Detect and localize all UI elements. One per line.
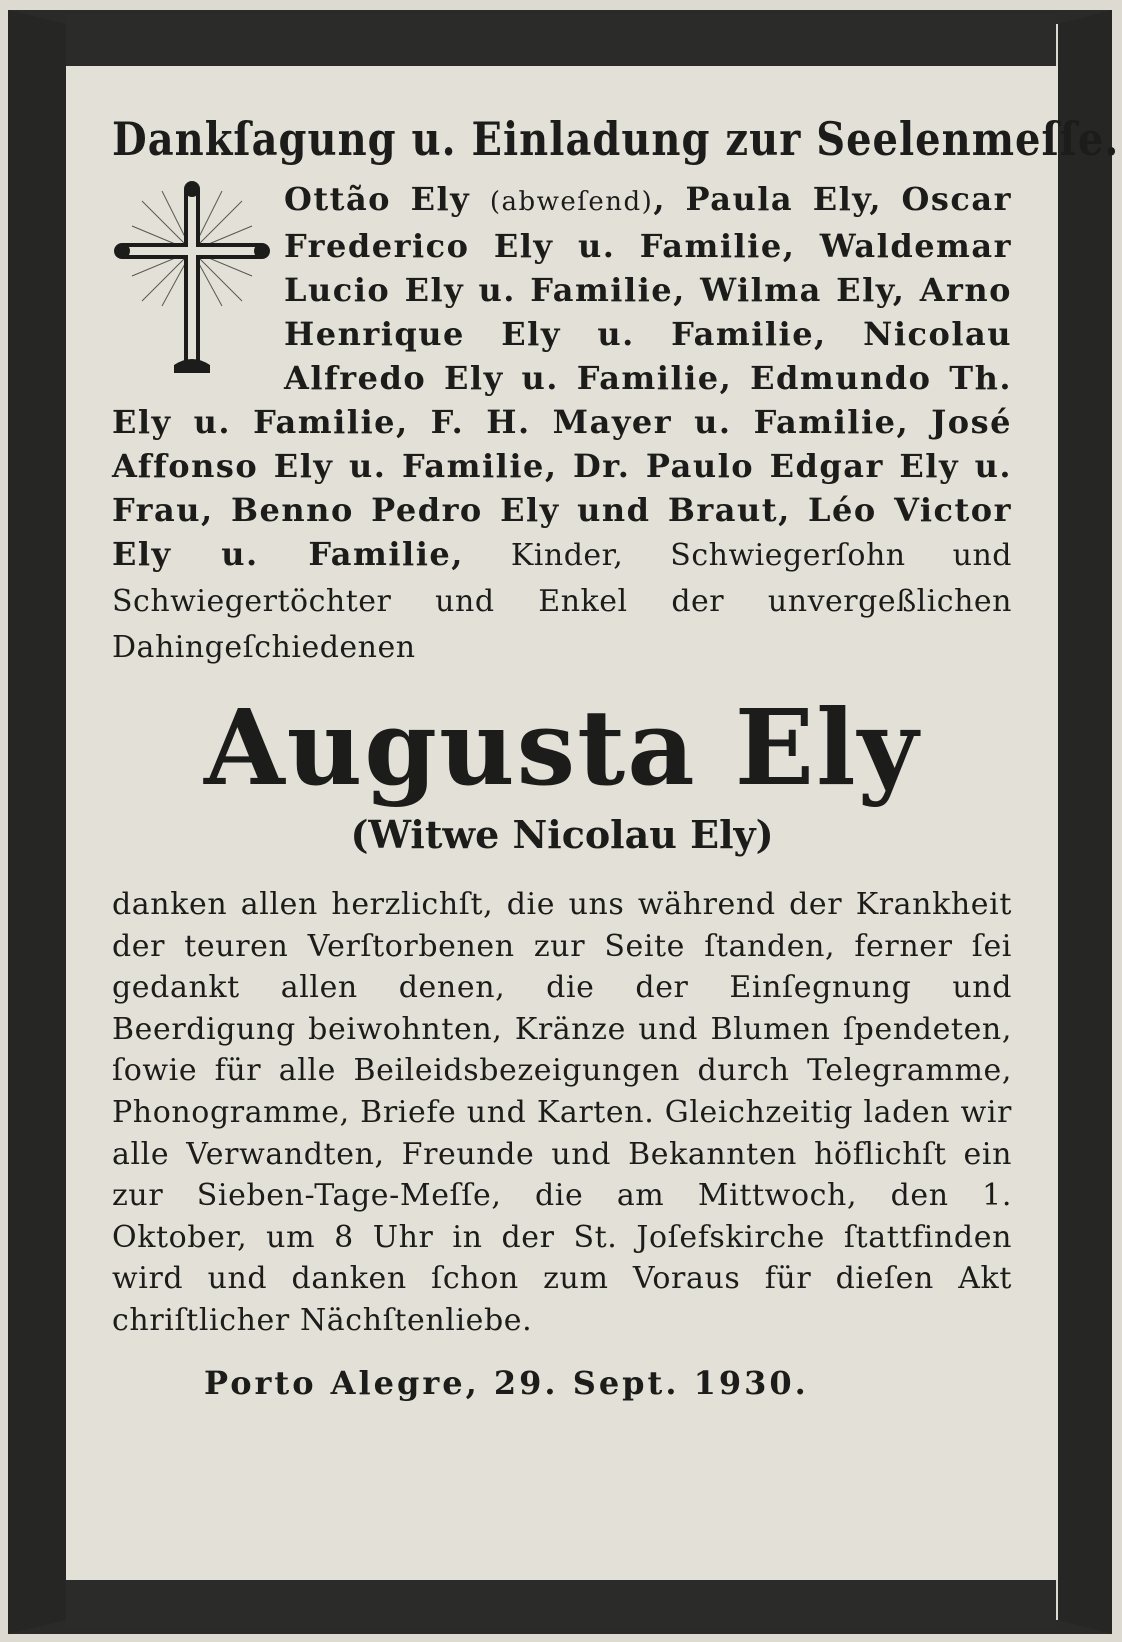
absent-note: (abweſend) bbox=[489, 187, 654, 217]
deceased-name: Augusta Ely bbox=[203, 686, 921, 809]
cross-icon bbox=[112, 181, 272, 381]
family-names bbox=[112, 177, 1012, 670]
relation-text: Kinder, Schwiegerſohn und Schwiegertöchter und Enkel der unvergeßlichen Dahingeſchiedenen bbox=[112, 538, 1012, 665]
notice-content bbox=[112, 108, 1120, 1402]
widow-note: (Witwe Nicolau Ely) bbox=[350, 812, 774, 857]
notice-title: Dankſagung u. Einladung zur Seelenmeſſe. bbox=[112, 112, 1120, 167]
names-part-2: , Paula Ely, Oscar Frederico Ely u. Familie, Waldemar Lucio Ely u. Familie, Wilma Ely, Arno Henrique Ely u. Familie, Nicolau Alfredo Ely u. Familie, Edmundo Th. Ely u. Familie, F. H. Mayer u. Familie, José Affonso Ely u. Familie, Dr. Paulo Edgar Ely u. Frau, Benno Pedro Ely und Braut, Léo Victor Ely u. Familie, bbox=[112, 180, 1013, 573]
notice-body: danken allen herzlichſt, die uns während der Krankheit der teuren Verſtorbenen zur Seite ſtanden, ferner ſei gedankt allen denen, die der Einſegnung und Beerdigung beiwohnten, Kränze und Blumen ſpendeten, ſowie für alle Beileidsbezeigungen durch Telegramme, Phonogramme, Briefe und Karten. Gleichzeitig laden wir alle Verwandten, Freunde und Bekannten höflichſt ein zur Sieben-Tage-Meſſe, die am Mittwoch, den 1. Oktober, um 8 Uhr in der St. Joſefskirche ſtattfinden wird und danken ſchon zum Voraus für dieſen Akt chriſtlicher Nächſtenliebe. bbox=[112, 887, 1012, 1338]
frame-top-bar bbox=[66, 14, 1056, 66]
frame-bottom-bar bbox=[66, 1580, 1056, 1628]
names-part-1: Ottão Ely bbox=[284, 180, 490, 218]
place-and-date: Porto Alegre, 29. Sept. 1930. bbox=[204, 1363, 809, 1402]
